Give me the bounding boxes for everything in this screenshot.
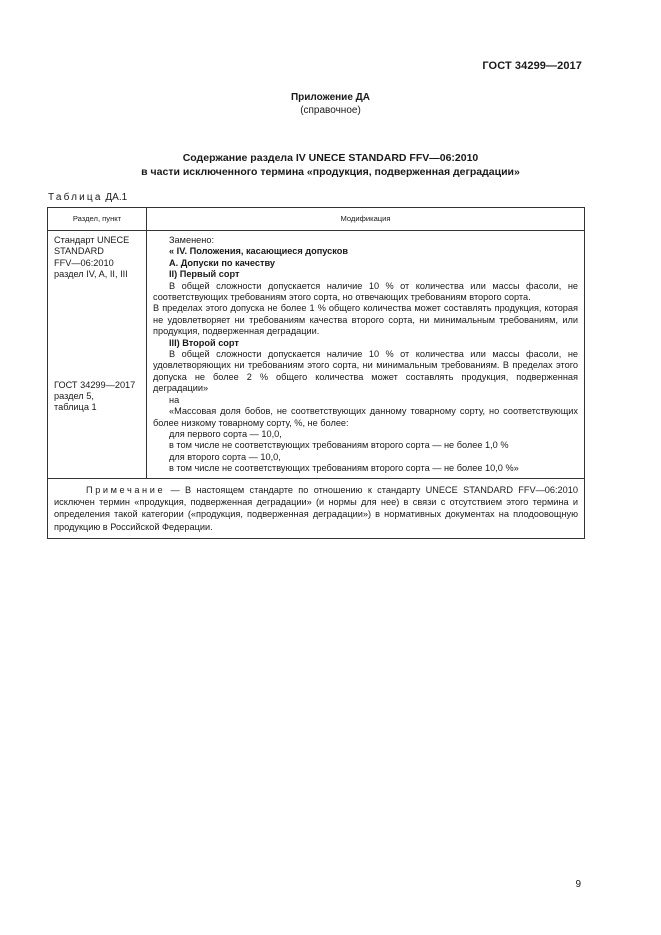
replaced-label: Заменено: — [169, 235, 215, 245]
appendix-title: Приложение ДА — [290, 92, 371, 103]
modification-cell — [147, 231, 585, 479]
first-grade-title: II) Первый сорт — [169, 269, 240, 280]
note-text: — В настоящем стандарте по отношению к стандарту UNECE STANDARD FFV—06:2010 исключен термин «продукция, подверженная деградации» (и нормы для нее) в связи с отсутствием этого термина и определения такой категории («продукция, подверженная деградации») в нормативных документах на плодоовощную продукцию в Российской Федерации. — [54, 484, 578, 532]
new-requirement-text: «Массовая доля бобов, не соответствующих данному товарному сорту, но соответствующих более низкому товарному сорту, %, не более: — [153, 406, 578, 428]
spacer — [54, 281, 144, 380]
appendix-header — [0, 91, 661, 117]
reference-line: таблица 1 — [54, 402, 97, 413]
provisions-title: « IV. Положения, касающиеся допусков — [169, 246, 348, 257]
table-note-row — [48, 478, 585, 539]
first-grade-paragraph-1: В общей сложности допускается наличие 10 % от количества или массы фасоли, не соответствующих требованиям этого сорта, но отвечающих требованиям второго сорта. — [153, 280, 578, 303]
table-caption-word: Таблица — [48, 192, 103, 203]
quality-tolerances-title: A. Допуски по качеству — [169, 257, 276, 268]
reference-line: раздел 5, — [54, 391, 94, 402]
to-label: на — [169, 394, 180, 405]
section-heading-line-1: Содержание раздела IV UNECE STANDARD FFV—06:2010 — [182, 152, 479, 164]
document-code: ГОСТ 34299—2017 — [482, 60, 582, 72]
note-label: Примечание — [86, 484, 166, 495]
second-grade-paragraph: В общей сложности допускается наличие 10 % от количества или массы фасоли, не удовлетворяющих ни требованиям этого сорта, ни минимальным требованиям. В пределах этого допуска не более 2 % общего количества может составлять продукция, подверженная деградации» — [153, 349, 578, 394]
reference-line: Стандарт UNECE — [54, 235, 130, 245]
appendix-subtitle: (справочное) — [300, 105, 361, 116]
column-header-section: Раздел, пункт — [48, 208, 147, 231]
section-reference-cell — [48, 231, 147, 479]
column-header-modification: Модификация — [147, 208, 585, 231]
section-heading — [0, 152, 661, 179]
first-grade-limit: для первого сорта — 10,0, — [169, 428, 282, 439]
reference-line: STANDARD — [54, 246, 104, 257]
reference-line: FFV—06:2010 — [54, 257, 114, 268]
table-note — [48, 478, 585, 539]
section-heading-line-2: в части исключенного термина «продукция, подверженная деградации» — [141, 165, 520, 178]
table-header-row — [48, 208, 585, 231]
second-grade-limit-detail: в том числе не соответствующих требованиям второго сорта — не более 10,0 %» — [169, 463, 519, 474]
table-row — [48, 231, 585, 479]
reference-line: раздел IV, A, II, III — [54, 269, 128, 280]
reference-line: ГОСТ 34299—2017 — [54, 379, 136, 390]
first-grade-paragraph-2: В пределах этого допуска не более 1 % общего количества может составлять продукция, которая не удовлетворяет ни требованиям качества второго сорта, ни минимальным требованиям, или продукция, подверженная деградации. — [153, 303, 578, 337]
table-caption — [48, 192, 127, 203]
first-grade-limit-detail: в том числе не соответствующих требованиям второго сорта — не более 1,0 % — [169, 440, 509, 451]
table-caption-number: ДА.1 — [105, 192, 128, 203]
second-grade-limit: для второго сорта — 10,0, — [169, 451, 281, 462]
second-grade-title: III) Второй сорт — [169, 337, 239, 348]
page-number: 9 — [575, 879, 581, 890]
modification-table — [47, 207, 585, 539]
